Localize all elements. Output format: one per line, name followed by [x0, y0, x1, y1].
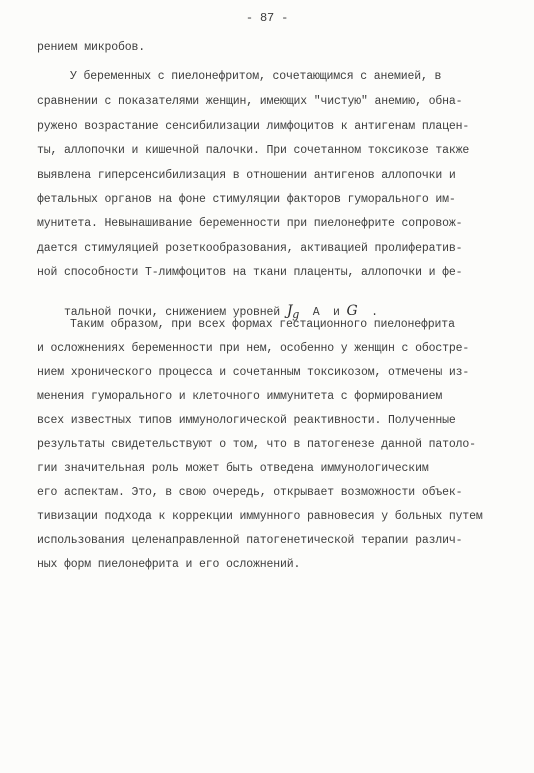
formula-period: .: [371, 306, 378, 319]
text-line: его аспектам. Это, в свою очередь, открывает возможности объек-: [37, 486, 463, 499]
text-line: У беременных с пиелонефритом, сочетающимся с анемией, в: [70, 70, 442, 83]
text-line: нием хронического процесса и сочетанным токсикозом, отмечены из-: [37, 366, 470, 379]
formula-class-a: A: [312, 306, 320, 319]
text-line: ной способности Т-лимфоцитов на ткани плаценты, аллопочки и фе-: [37, 266, 463, 279]
text-line: дается стимуляцией розеткообразования, активацией пролифератив-: [37, 242, 463, 255]
text-line: рением микробов.: [37, 41, 146, 54]
text-line: тивизации подхода к коррекции иммунного равновесия у больных путем: [37, 510, 483, 523]
text-line: использования целенаправленной патогенетической терапии различ-: [37, 534, 463, 547]
handwritten-ig-letter: J: [286, 303, 293, 319]
text-line: всех известных типов иммунологической реактивности. Полученные: [37, 414, 456, 427]
text-line: результаты свидетельствуют о том, что в патогенезе данной патоло-: [37, 438, 476, 451]
text-line: гии значительная роль может быть отведена иммунологическим: [37, 462, 429, 475]
text-line: ты, аллопочки и кишечной палочки. При сочетанном токсикозе также: [37, 144, 470, 157]
text-line: сравнении с показателями женщин, имеющих "чистую" анемию, обна-: [37, 95, 463, 108]
text-line: фетальных органов на фоне стимуляции факторов гуморального им-: [37, 193, 456, 206]
handwritten-ig: [287, 303, 299, 319]
handwritten-ig-subscript: g: [292, 308, 300, 321]
text-line: выявлена гиперсенсибилизация в отношении антигенов аллопочки и: [37, 169, 456, 182]
text-line: тальной почки, снижением уровней: [64, 306, 281, 319]
text-line: ружено возрастание сенсибилизации лимфоцитов к антигенам плацен-: [37, 120, 470, 133]
text-line: и осложнениях беременности при нем, особенно у женщин с обостре-: [37, 342, 470, 355]
formula-conjunction: и: [333, 306, 340, 319]
text-line: Таким образом, при всех формах гестационного пиелонефрита: [70, 318, 455, 331]
text-line: ных форм пиелонефрита и его осложнений.: [37, 558, 301, 571]
page-number: - 87 -: [245, 11, 289, 25]
handwritten-g: G: [346, 303, 358, 319]
text-line: менения гуморального и клеточного иммунитета с формированием: [37, 390, 443, 403]
text-line: мунитета. Невынашивание беременности при пиелонефрите сопровож-: [37, 217, 463, 230]
